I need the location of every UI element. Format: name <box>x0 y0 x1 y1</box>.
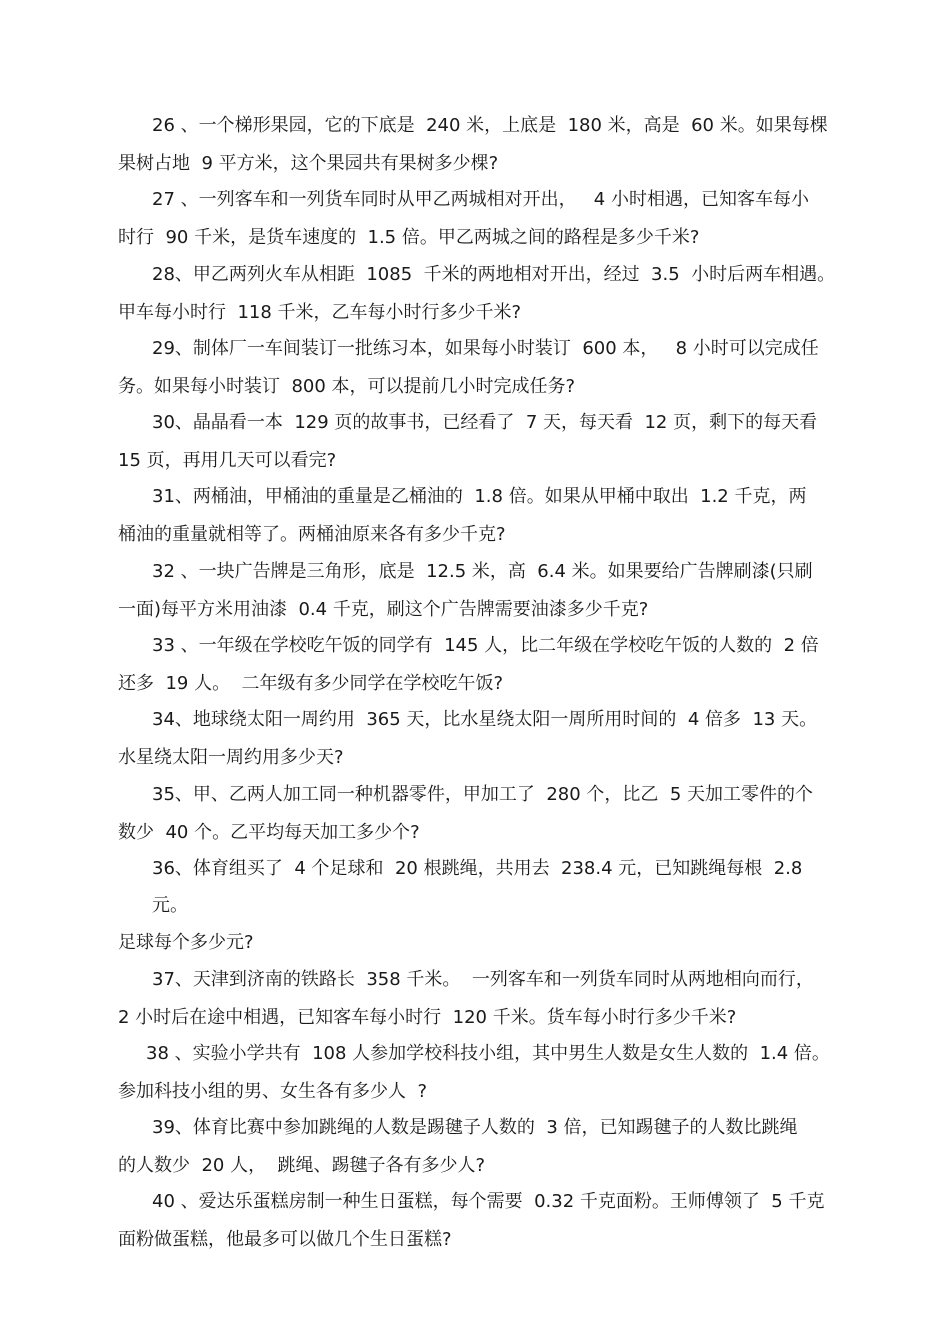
text-line: 34、地球绕太阳一周约用 365 天，比水星绕太阳一周所用时间的 4 倍多 13 天。 <box>152 709 818 730</box>
text-line: 参加科技小组的男、女生各有多少人 ? <box>118 1081 427 1102</box>
text-line: 15 页，再用几天可以看完? <box>118 450 337 471</box>
text-line: 35、甲、乙两人加工同一种机器零件，甲加工了 280 个，比乙 5 天加工零件的个 <box>152 784 814 805</box>
text-line: 桶油的重量就相等了。两桶油原来各有多少千克? <box>118 524 506 545</box>
text-line: 32 、一块广告牌是三角形，底是 12.5 米，高 6.4 米。如果要给广告牌刷漆(只刷 <box>152 561 813 582</box>
text-line: 33 、一年级在学校吃午饭的同学有 145 人，比二年级在学校吃午饭的人数的 2 倍 <box>152 635 819 656</box>
text-line: 足球每个多少元? <box>118 932 254 953</box>
text-line: 26 、一个梯形果园，它的下底是 240 米，上底是 180 米，高是 60 米。如果每棵 <box>152 115 828 136</box>
text-line: 29、制体厂一车间装订一批练习本，如果每小时装订 600 本， 8 小时可以完成任 <box>152 338 819 359</box>
text-line: 甲车每小时行 118 千米，乙车每小时行多少千米? <box>118 302 522 323</box>
text-line: 30、晶晶看一本 129 页的故事书，已经看了 7 天，每天看 12 页，剩下的每天看 <box>152 412 818 433</box>
text-line: 31、两桶油，甲桶油的重量是乙桶油的 1.8 倍。如果从甲桶中取出 1.2 千克，两 <box>152 486 807 507</box>
text-line: 还多 19 人。 二年级有多少同学在学校吃午饭? <box>118 673 504 694</box>
text-line: 的人数少 20 人， 跳绳、踢毽子各有多少人? <box>118 1155 486 1176</box>
text-line: 40 、爱达乐蛋糕房制一种生日蛋糕，每个需要 0.32 千克面粉。王师傅领了 5 千克 <box>152 1191 825 1212</box>
text-line: 39、体育比赛中参加跳绳的人数是踢毽子人数的 3 倍，已知踢毽子的人数比跳绳 <box>152 1117 798 1138</box>
text-line: 果树占地 9 平方米，这个果园共有果树多少棵? <box>118 153 499 174</box>
text-line: 时行 90 千米，是货车速度的 1.5 倍。甲乙两城之间的路程是多少千米? <box>118 227 700 248</box>
text-line: 28、甲乙两列火车从相距 1085 千米的两地相对开出，经过 3.5 小时后两车相遇。 <box>152 264 836 285</box>
text-line: 36、体育组买了 4 个足球和 20 根跳绳，共用去 238.4 元，已知跳绳每根 2.8 <box>152 858 803 879</box>
text-line: 38 、实验小学共有 108 人参加学校科技小组，其中男生人数是女生人数的 1.4 倍。 <box>146 1043 830 1064</box>
text-line: 37、天津到济南的铁路长 358 千米。 一列客车和一列货车同时从两地相向而行， <box>152 969 814 990</box>
text-line: 务。如果每小时装订 800 本，可以提前几小时完成任务? <box>118 376 576 397</box>
text-line: 数少 40 个。乙平均每天加工多少个? <box>118 822 420 843</box>
text-line: 水星绕太阳一周约用多少天? <box>118 747 344 768</box>
text-line: 一面)每平方米用油漆 0.4 千克，刷这个广告牌需要油漆多少千克? <box>118 599 649 620</box>
text-line: 元。 <box>152 895 188 916</box>
text-line: 2 小时后在途中相遇，已知客车每小时行 120 千米。货车每小时行多少千米? <box>118 1007 737 1028</box>
text-line: 面粉做蛋糕，他最多可以做几个生日蛋糕? <box>118 1229 452 1250</box>
text-line: 27 、一列客车和一列货车同时从甲乙两城相对开出， 4 小时相遇，已知客车每小 <box>152 189 809 210</box>
